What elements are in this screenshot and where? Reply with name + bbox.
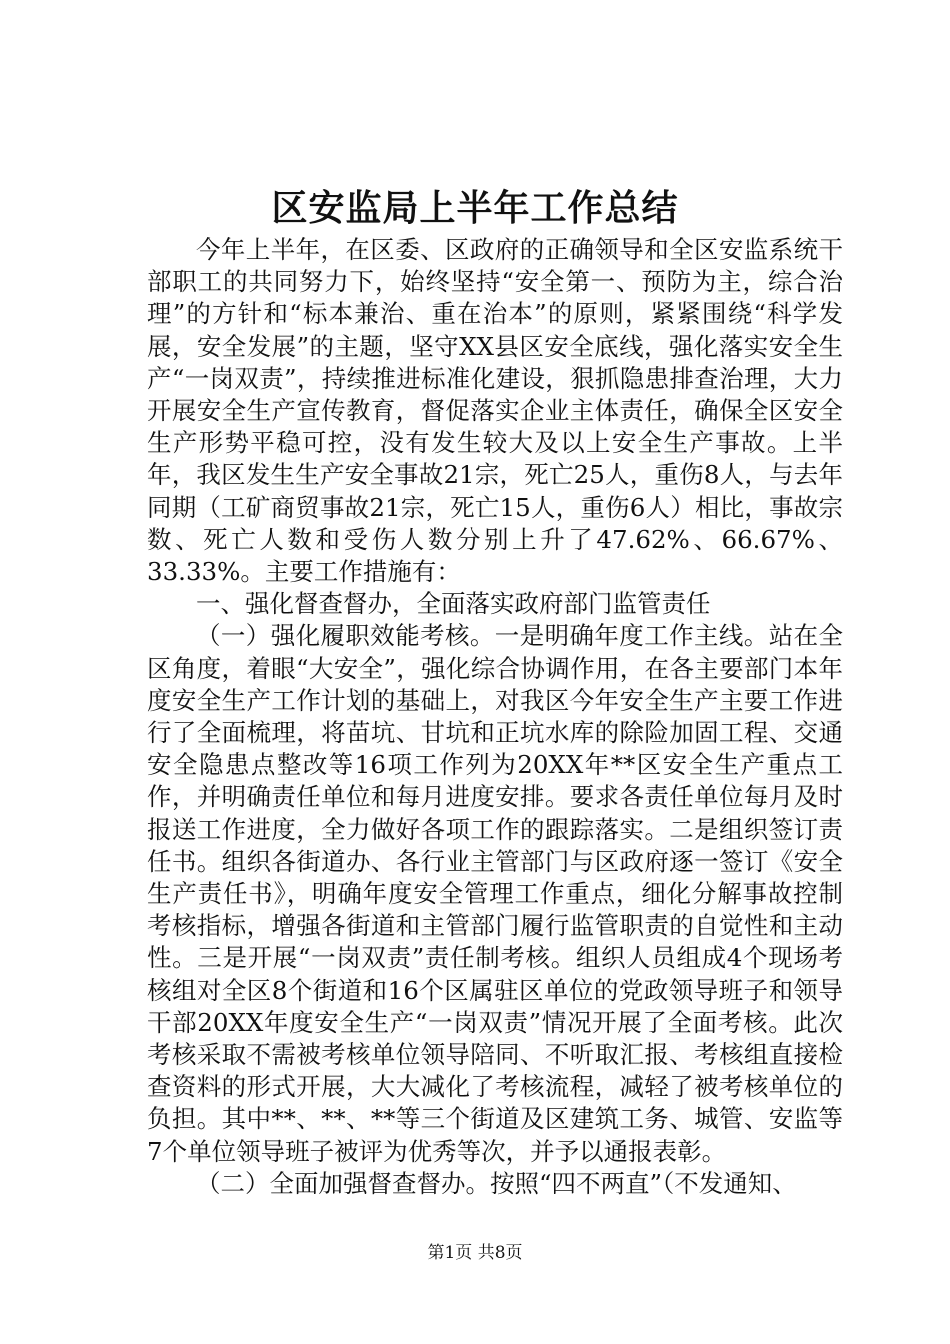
paragraph-intro: 今年上半年，在区委、区政府的正确领导和全区安监系统干部职工的共同努力下，始终坚持“安全第一、预防为主，综合治理”的方针和“标本兼治、重在治本”的原则，紧紧围绕“科学发展，安全发展”的主题，坚守XX县区安全底线，强化落实安全生产“一岗双责”，持续推进标准化建设，狠抓隐患排查治理，大力开展安全生产宣传教育，督促落实企业主体责任，确保全区安全生产形势平稳可控，没有发生较大及以上安全生产事故。上半年，我区发生生产安全事故21宗，死亡25人，重伤8人，与去年同期（工矿商贸事故21宗，死亡15人，重伤6人）相比，事故宗数、死亡人数和受伤人数分别上升了47.62%、66.67%、33.33%。主要工作措施有： bbox=[147, 235, 843, 587]
document-title: 区安监局上半年工作总结 bbox=[271, 187, 679, 229]
paragraph-subsection-1: （一）强化履职效能考核。一是明确年度工作主线。站在全区角度，着眼“大安全”，强化综合协调作用，在各主要部门本年度安全生产工作计划的基础上，对我区今年安全生产主要工作进行了全面梳理，将苗坑、甘坑和正坑水库的除险加固工程、交通安全隐患点整改等16项工作列为20XX年**区安全生产重点工作，并明确责任单位和每月进度安排。要求各责任单位每月及时报送工作进度，全力做好各项工作的跟踪落实。二是组织签订责任书。组织各街道办、各行业主管部门与区政府逐一签订《安全生产责任书》，明确年度安全管理工作重点，细化分解事故控制考核指标，增强各街道和主管部门履行监管职责的自觉性和主动性。三是开展“一岗双责”责任制考核。组织人员组成4个现场考核组对全区8个街道和16个区属驻区单位的党政领导班子和领导干部20XX年度安全生产“一岗双责”情况开展了全面考核。此次考核采取不需被考核单位领导陪同、不听取汇报、考核组直接检查资料的形式开展，大大减化了考核流程，减轻了被考核单位的负担。其中**、**、**等三个街道及区建筑工务、城管、安监等7个单位领导班子被评为优秀等次，并予以通报表彰。 bbox=[147, 621, 843, 1166]
paragraph-section-heading-1: 一、强化督查督办，全面落实政府部门监管责任 bbox=[196, 589, 711, 619]
document-body bbox=[147, 234, 843, 1200]
page-number-footer: 第1页 共8页 bbox=[427, 1243, 523, 1263]
paragraph-subsection-2: （二）全面加强督查督办。按照“四不两直”（不发通知、 bbox=[196, 1168, 797, 1198]
